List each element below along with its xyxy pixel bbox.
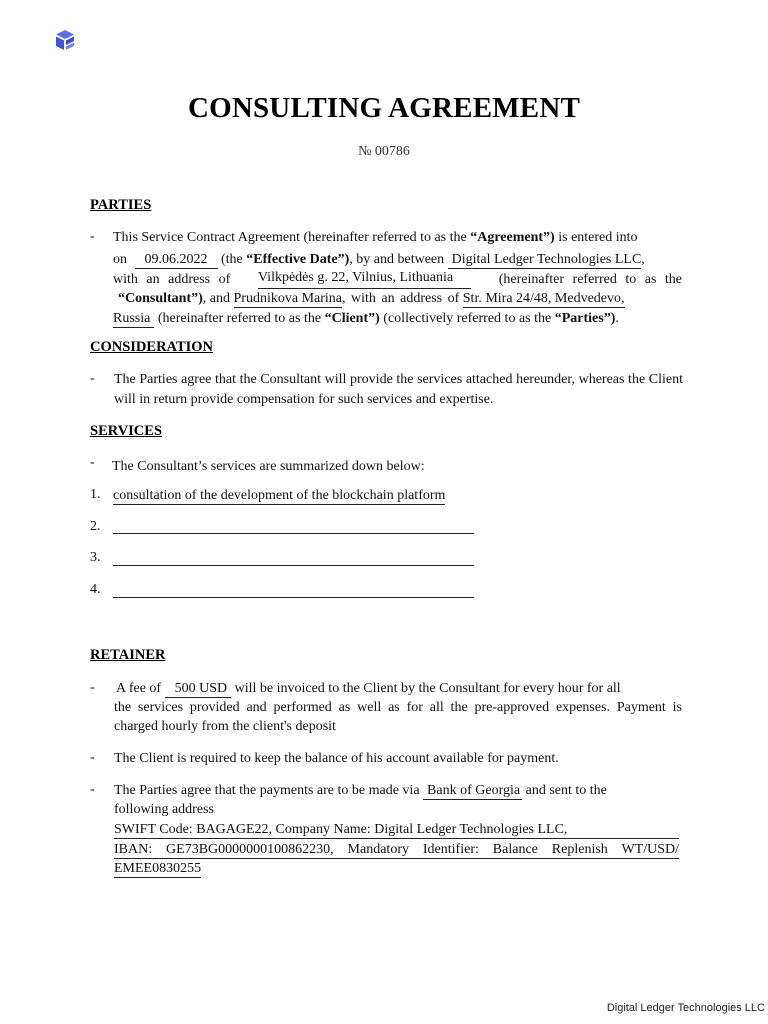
retainer-payment-line-1: The Parties agree that the payments are to be made via Bank of Georgia and sent to the xyxy=(114,783,607,798)
consideration-text: The Parties agree that the Consultant will provide the services attached hereunder, whereas the Client will in return provide compensation for such services and expertise. xyxy=(114,372,683,407)
consultant-name-field: Digital Ledger Technologies LLC xyxy=(448,252,642,269)
consultant-address-field: Vilkpėdės g. 22, Vilnius, Lithuania xyxy=(258,270,471,289)
retainer-balance-text: The Client is required to keep the balance of his account available for payment. xyxy=(114,751,559,766)
page-title: CONSULTING AGREEMENT xyxy=(187,92,581,124)
document-number: № 00786 xyxy=(358,144,410,159)
section-heading-services: SERVICES xyxy=(90,423,163,439)
effective-date-field: 09.06.2022 xyxy=(135,252,218,269)
bullet-dash: - xyxy=(90,455,95,470)
service-item-number: 1. xyxy=(90,487,101,502)
parties-line-5: Russia (hereinafter referred to as the “Client”) (collectively referred to as the “Parties”). xyxy=(113,311,619,326)
bullet-dash: - xyxy=(90,782,95,797)
payment-details-line-3: EMEE0830255 xyxy=(114,861,202,876)
service-item-number: 3. xyxy=(90,550,101,565)
services-intro: The Consultant’s services are summarized down below: xyxy=(112,459,425,474)
retainer-fee-line-3: charged hourly from the client's deposit xyxy=(114,719,336,734)
client-address-field-cont: Russia xyxy=(113,311,154,328)
stacked-cube-icon xyxy=(54,29,76,51)
retainer-payment-line-2: following address xyxy=(114,802,214,817)
parties-line-4: “Consultant”), and Prudnikova Marina, with an address of Str. Mira 24/48, Medvedevo, xyxy=(118,291,625,306)
section-heading-consideration: CONSIDERATION xyxy=(90,339,214,355)
parties-line-2: on 09.06.2022 (the “Effective Date”), by and between Digital Ledger Technologies LLC, xyxy=(113,252,645,267)
footer-company: Digital Ledger Technologies LLC xyxy=(606,1002,765,1014)
bullet-dash: - xyxy=(90,371,95,386)
service-item-blank-line xyxy=(113,597,474,598)
service-item-text: consultation of the development of the blockchain platform xyxy=(113,488,446,503)
client-address-field: Str. Mira 24/48, Medvedevo, xyxy=(462,291,625,306)
bullet-dash: - xyxy=(90,680,95,695)
bullet-dash: - xyxy=(90,229,95,244)
payment-details-line-1: SWIFT Code: BAGAGE22, Company Name: Digital Ledger Technologies LLC, xyxy=(114,821,679,839)
bullet-dash: - xyxy=(90,750,95,765)
service-item-1 xyxy=(113,486,445,505)
retainer-fee-line-2: the services provided and performed as well as for all the pre-approved expenses. Payment is xyxy=(114,700,682,715)
fee-amount-field: 500 USD xyxy=(165,681,232,698)
parties-line-3: with an address of Vilkpėdės g. 22, Vilnius, Lithuania (hereinafter referred to as the xyxy=(113,270,682,287)
retainer-fee-line-1: A fee of 500 USD will be invoiced to the Client by the Consultant for every hour for all xyxy=(116,681,621,696)
service-item-number: 4. xyxy=(90,582,101,597)
service-item-blank-line xyxy=(113,565,474,566)
section-heading-retainer: RETAINER xyxy=(90,647,166,663)
section-heading-parties: PARTIES xyxy=(90,197,152,213)
bank-name-field: Bank of Georgia xyxy=(423,783,522,800)
client-name-field: Prudnikova Marina xyxy=(233,291,342,306)
parties-line-1: This Service Contract Agreement (hereinafter referred to as the “Agreement”) is entered into xyxy=(113,230,638,245)
payment-details-line-2: IBAN: GE73BG0000000100862230, Mandatory Identifier: Balance Replenish WT/USD/ xyxy=(114,842,679,857)
service-item-blank-line xyxy=(113,533,474,534)
service-item-number: 2. xyxy=(90,519,101,534)
